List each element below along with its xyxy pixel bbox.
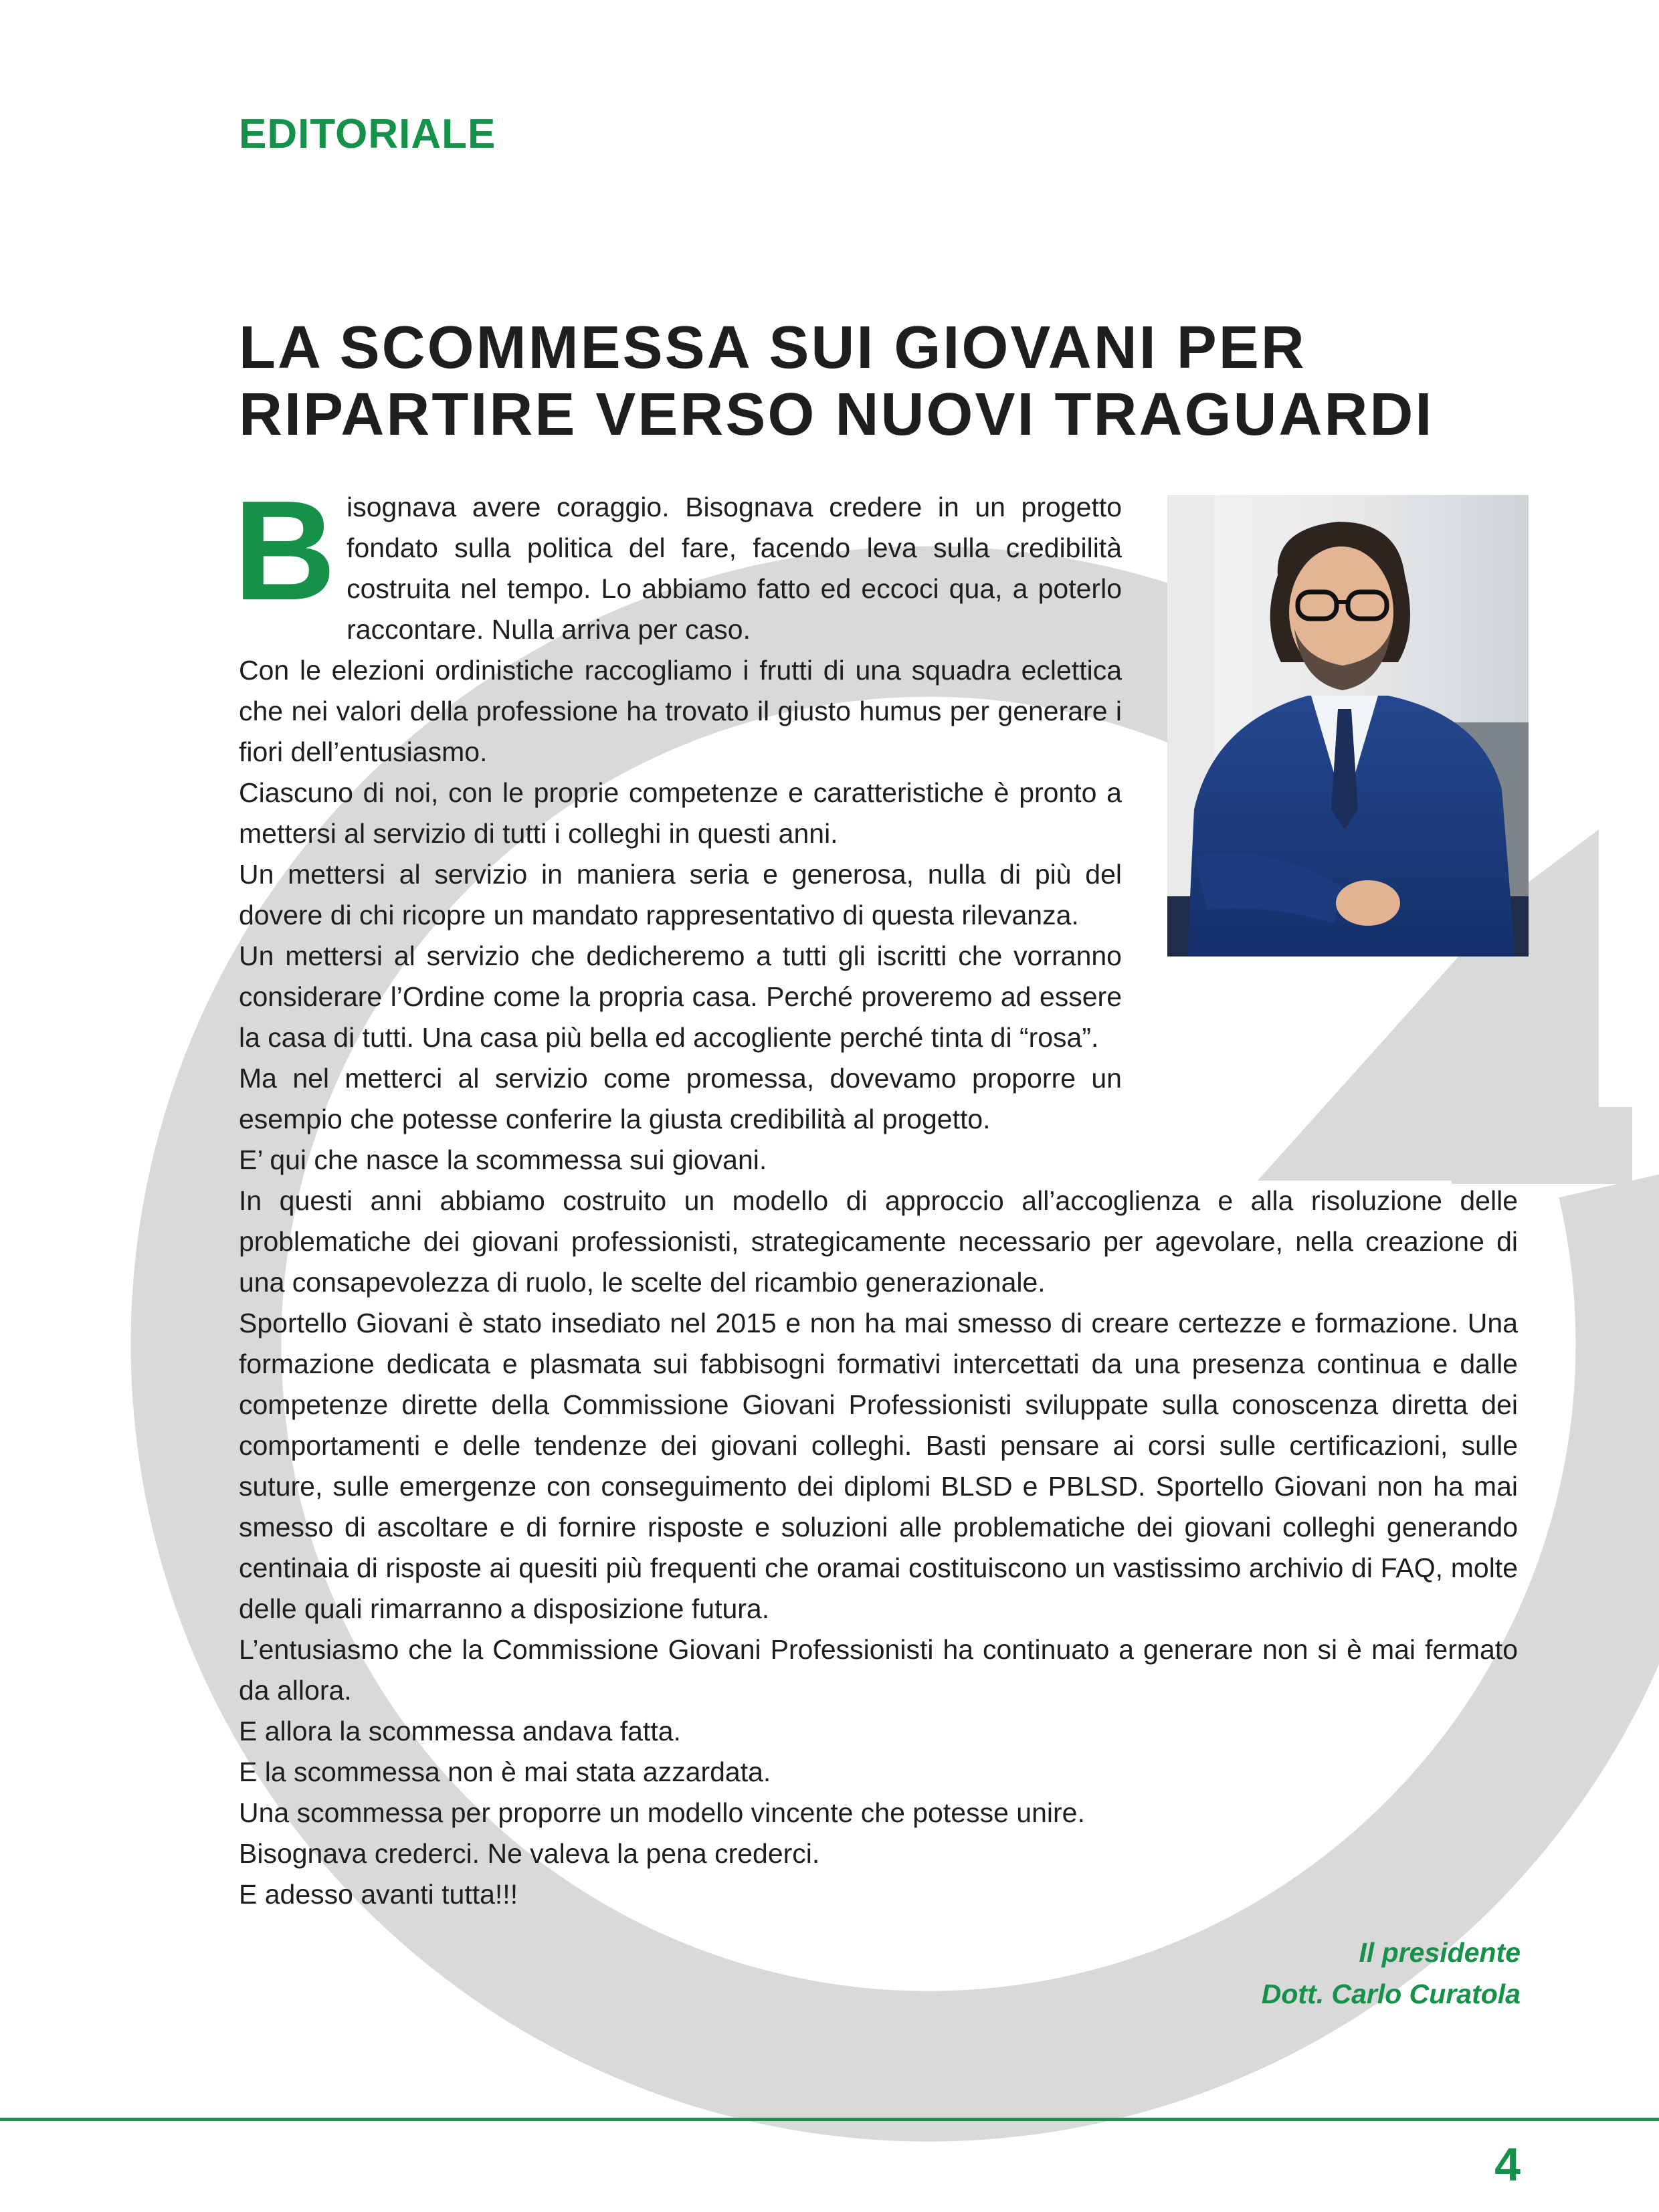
paragraph: Bisognava crederci. Ne valeva la pena crederci.: [239, 1838, 820, 1869]
paragraph: E’ qui che nasce la scommessa sui giovani.: [239, 1144, 767, 1175]
paragraph: Un mettersi al servizio in maniera seria e generosa, nulla di più del dovere di chi ricopre un mandato rappresentativo di questa rilevanza.: [239, 859, 1122, 930]
paragraph: Ciascuno di noi, con le proprie competenze e caratteristiche è pronto a mettersi al servizio di tutti i colleghi in questi anni.: [239, 777, 1122, 849]
page-number: 4: [1494, 2138, 1521, 2191]
section-label: EDITORIALE: [239, 111, 496, 157]
photo-wrap-spacer: [1122, 487, 1518, 1076]
article-title-line-1: LA SCOMMESSA SUI GIOVANI PER: [239, 314, 1306, 381]
article-body: [233, 471, 1518, 1915]
paragraph: Un mettersi al servizio che dedicheremo a tutti gli iscritti che vorranno considerare l’Ordine come la propria casa. Perché proveremo ad essere la casa di tutti. Una casa più bella ed accogliente perché tinta di “rosa”.: [239, 940, 1122, 1053]
paragraph: E adesso avanti tutta!!!: [239, 1879, 518, 1910]
signature-role: Il presidente: [1359, 1937, 1521, 1968]
paragraph: Una scommessa per proporre un modello vincente che potesse unire.: [239, 1797, 1085, 1828]
article-title: [239, 314, 1510, 448]
paragraph: isognava avere coraggio. Bisognava credere in un progetto fondato sulla politica del fare, facendo leva sulla credibilità costruita nel tempo. Lo abbiamo fatto ed eccoci qua, a poterlo raccontare. Nulla arriva per caso.: [347, 492, 1122, 645]
paragraph: E allora la scommessa andava fatta.: [239, 1716, 681, 1746]
paragraph: Sportello Giovani è stato insediato nel 2015 e non ha mai smesso di creare certezze e formazione. Una formazione dedicata e plasmata sui fabbisogni formativi intercettati da una presenza continua e dalle competenze dirette della Commissione Giovani Professionisti sviluppate sulla conoscenza diretta dei comportamenti e delle tendenze dei giovani colleghi. Basti pensare ai corsi sulle certificazioni, sulle suture, sulle emergenze con conseguimento dei diplomi BLSD e PBLSD. Sportello Giovani non ha mai smesso di ascoltare e di fornire risposte e soluzioni alle problematiche dei giovani colleghi generando centinaia di risposte ai quesiti più frequenti che oramai costituiscono un vastissimo archivio di FAQ, molte delle quali rimarranno a disposizione futura.: [239, 1308, 1518, 1624]
drop-cap: B: [233, 471, 336, 629]
paragraph: L’entusiasmo che la Commissione Giovani Professionisti ha continuato a generare non si è mai fermato da allora.: [239, 1634, 1518, 1706]
signature-name: Dott. Carlo Curatola: [1261, 1979, 1521, 2009]
paragraph: Ma nel metterci al servizio come promessa, dovevamo proporre un esempio che potesse conferire la giusta credibilità al progetto.: [239, 1063, 1122, 1134]
footer-rule: [0, 2118, 1659, 2121]
paragraph: In questi anni abbiamo costruito un modello di approccio all’accoglienza e alla risoluzione delle problematiche dei giovani professionisti, strategicamente necessario per agevolare, nella creazione di una consapevolezza di ruolo, le scelte del ricambio generazionale.: [239, 1185, 1518, 1298]
article-title-line-2: RIPARTIRE VERSO NUOVI TRAGUARDI: [239, 381, 1434, 448]
signature: [1262, 1932, 1521, 2015]
paragraph: E la scommessa non è mai stata azzardata.: [239, 1756, 771, 1787]
paragraph: Con le elezioni ordinistiche raccogliamo i frutti di una squadra eclettica che nei valori della professione ha trovato il giusto humus per generare i fiori dell’entusiasmo.: [239, 655, 1122, 767]
